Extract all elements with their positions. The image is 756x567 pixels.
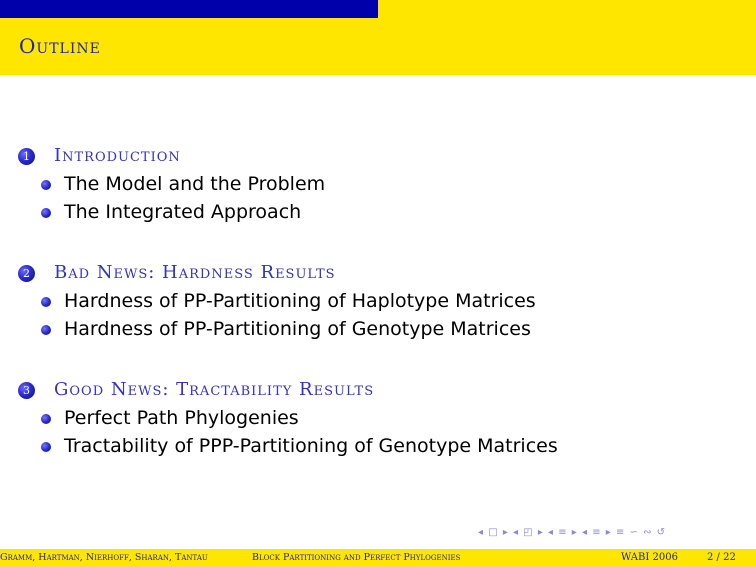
- header-bar-left: [0, 0, 378, 18]
- list-item-label: Tractability of PPP-Partitioning of Genotype Matrices: [64, 435, 558, 457]
- bullet-icon: [41, 208, 51, 218]
- bullet-icon: [41, 442, 51, 452]
- footer-page-number: 2 / 22: [707, 552, 736, 563]
- bullet-icon: [41, 180, 51, 190]
- footer-title: Block Partitioning and Perfect Phylogenies: [252, 552, 461, 563]
- frame-title: Outline: [19, 34, 101, 58]
- bullet-icon: [41, 325, 51, 335]
- frame-title-bar: [0, 18, 756, 75]
- section-title[interactable]: Introduction: [54, 145, 181, 166]
- list-item-label: The Integrated Approach: [64, 201, 302, 223]
- footer-event: WABI 2006: [621, 552, 678, 563]
- bullet-icon: [41, 297, 51, 307]
- list-item-label: The Model and the Problem: [64, 173, 326, 195]
- header-bar: [0, 0, 756, 18]
- navigation-symbols[interactable]: ◂ □ ▸ ◂ ◰ ▸ ◂ ≡ ▸ ◂ ≡ ▸ ≡ ∽ ∾ ↺: [478, 527, 667, 538]
- section-title[interactable]: Good News: Tractability Results: [54, 379, 375, 400]
- section-number: 1: [18, 148, 35, 165]
- list-item-label: Perfect Path Phylogenies: [64, 407, 299, 429]
- section-title[interactable]: Bad News: Hardness Results: [54, 262, 336, 283]
- list-item-label: Hardness of PP-Partitioning of Genotype Matrices: [64, 318, 531, 340]
- footer-authors: Gramm, Hartman, Nierhoff, Sharan, Tantau: [0, 549, 252, 567]
- list-item-label: Hardness of PP-Partitioning of Haplotype Matrices: [64, 290, 536, 312]
- bullet-icon: [41, 414, 51, 424]
- section-number: 3: [18, 382, 35, 399]
- section-number: 2: [18, 265, 35, 282]
- footer-bar: [0, 549, 756, 567]
